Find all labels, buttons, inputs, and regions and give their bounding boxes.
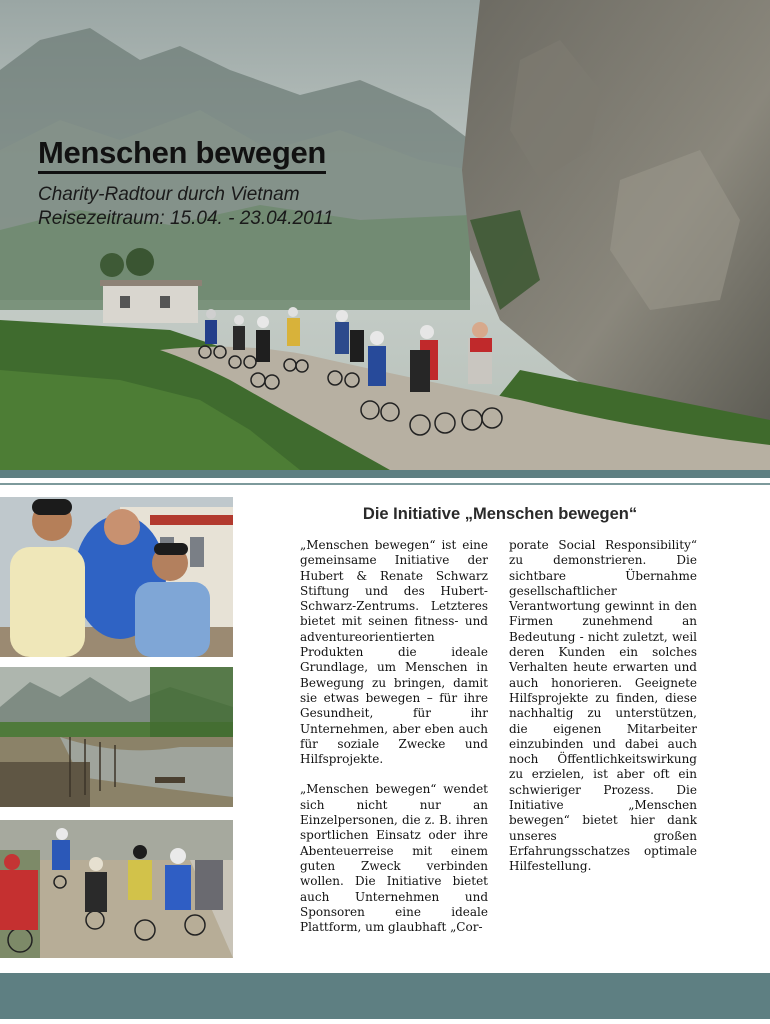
article-column-2	[509, 538, 697, 890]
bottom-band	[0, 973, 770, 1019]
hero-subtitle: Charity-Radtour durch Vietnam	[38, 184, 300, 205]
photo-village-river	[0, 667, 233, 807]
photo-children-with-man	[0, 497, 233, 657]
hero-title: Menschen bewegen	[38, 136, 326, 174]
article-paragraph: „Menschen bewegen“ ist eine gemeinsame Initiative der Hubert & Renate Schwarz Stiftung und des Hubert-Schwarz-Zentrums. Letzteres bietet mit seinen fitness- und adventureorientierten Produkten die ideale Grundlage, um Menschen in Bewegung zu bringen, damit sie etwas bewegen – für ihre Gesundheit, für ihr Unternehmen, aber eben auch für soziale Zwecke und Hilfsprojekte.	[300, 538, 488, 767]
hero-travel-dates: Reisezeitraum: 15.04. - 23.04.2011	[38, 208, 334, 229]
top-divider-line	[0, 483, 770, 485]
top-divider-band	[0, 470, 770, 478]
article-title: Die Initiative „Menschen bewegen“	[362, 505, 638, 523]
photo-cyclists-on-road	[0, 820, 233, 958]
hero-illustration	[0, 0, 770, 470]
article-paragraph: „Menschen bewegen“ wendet sich nicht nur an Einzelpersonen, die z. B. ihren sportlichen Einsatz oder ihre Abenteuerreise mit einem guten Zweck verbinden wollen. Die Initiative bietet auch Unternehmen und Sponsoren eine ideale Plattform, um glaubhaft „Cor-	[300, 782, 488, 935]
hero-photo-cyclists-vietnam	[0, 0, 770, 470]
article-column-1	[300, 538, 488, 950]
article-paragraph: porate Social Responsibility“ zu demonstrieren. Die sichtbare Übernahme gesellschaftlicher Verantwortung gewinnt in den Firmen zunehmend an Bedeutung - nicht zuletzt, weil deren Kunden ein solches Verhalten heute erwarten und auch honorieren. Geeignete Hilfsprojekte zu finden, diese nachhaltig zu unterstützen, die eigenen Mitarbeiter einzubinden und dabei auch noch Öffentlichkeitswirkung zu erzielen, ist aber oft ein schwieriger Prozess. Die Initiative „Menschen bewegen“ bietet hier dank unseres großen Erfahrungsschatzes optimale Hilfestellung.	[509, 538, 697, 874]
